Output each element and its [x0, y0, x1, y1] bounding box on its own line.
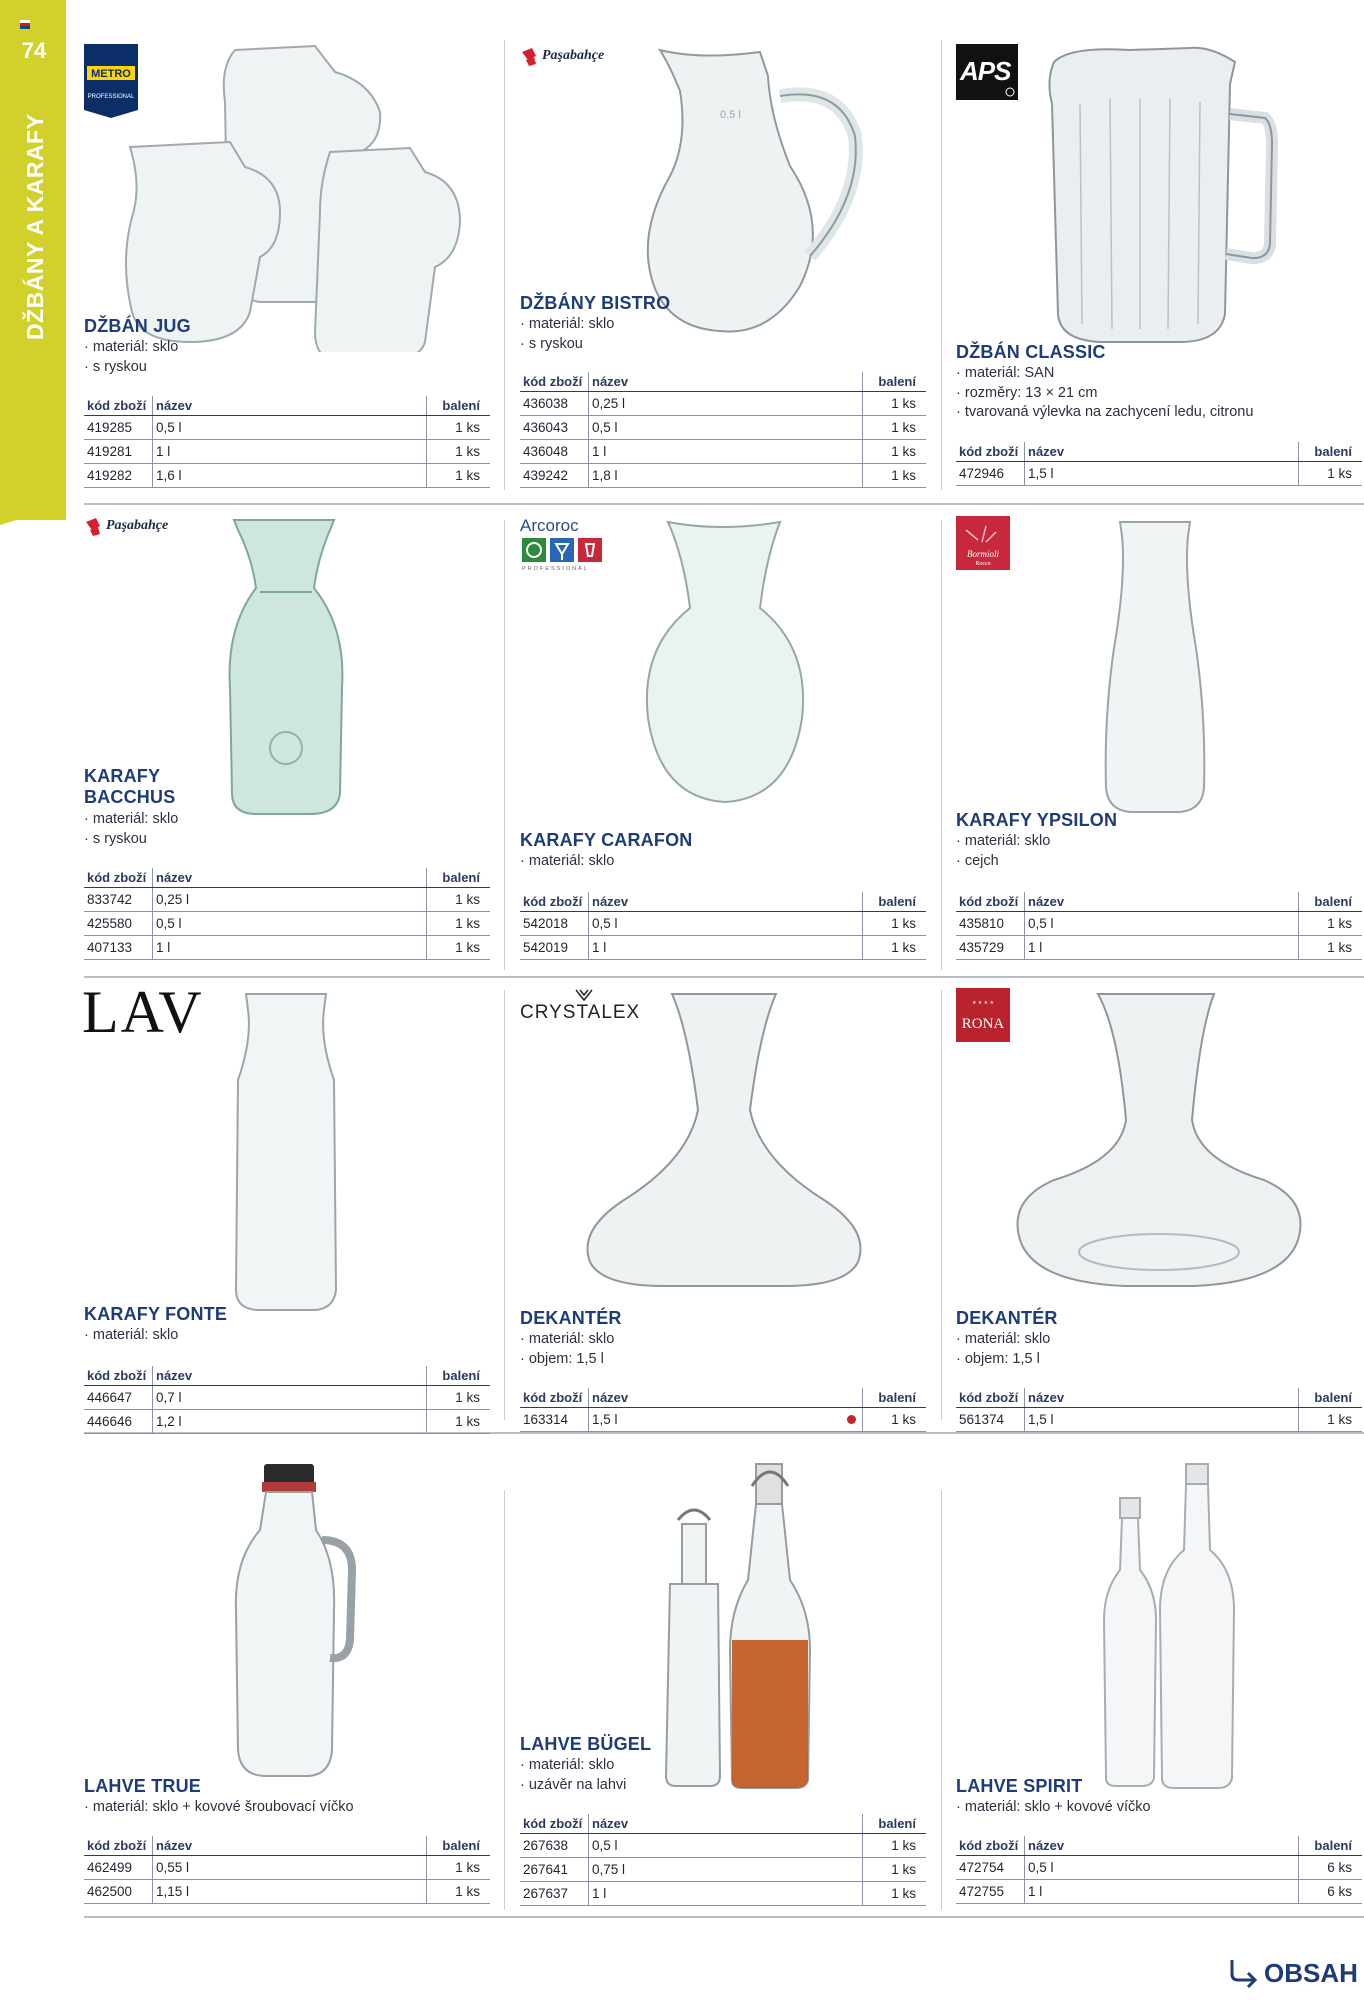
product-features — [956, 1798, 1151, 1818]
column-header-code: kód zboží — [84, 868, 153, 888]
column-divider — [504, 40, 505, 490]
feature-item: · materiál: sklo — [520, 1330, 614, 1350]
code-cell: 435729 — [956, 936, 1025, 960]
product-features — [520, 1330, 614, 1369]
brand-name: RONA — [961, 1016, 1005, 1032]
table-row — [520, 1882, 926, 1906]
column-divider — [504, 1490, 505, 1910]
pack-cell: 1 ks — [427, 1410, 491, 1434]
pack-cell: 1 ks — [863, 392, 927, 416]
svg-text:Rocco: Rocco — [975, 561, 991, 567]
table-row — [84, 888, 490, 912]
product-spec-table — [956, 1388, 1362, 1432]
volume-cell: 1 l — [589, 1882, 863, 1906]
table-row — [84, 936, 490, 960]
column-header-pack: balení — [1299, 1388, 1363, 1408]
product-title: KARAFY FONTE — [84, 1304, 228, 1324]
code-cell: 436043 — [520, 416, 589, 440]
row-divider — [84, 976, 1364, 978]
code-cell: 439242 — [520, 464, 589, 488]
bugel-bottles-image — [660, 1460, 820, 1790]
code-cell: 419285 — [84, 416, 153, 440]
svg-text:0.5 l: 0.5 l — [720, 109, 741, 121]
table-row — [956, 936, 1362, 960]
pack-cell: 6 ks — [1299, 1880, 1363, 1904]
feature-item: · materiál: SAN — [956, 364, 1253, 384]
feature-item: · materiál: sklo — [520, 315, 614, 335]
product-spec-table — [956, 442, 1362, 486]
volume-cell: 1,15 l — [153, 1880, 427, 1904]
feature-item: · objem: 1,5 l — [520, 1350, 614, 1370]
table-row — [84, 1410, 490, 1434]
column-header-pack: balení — [427, 1366, 491, 1386]
brand-name: CRYSTALEX — [520, 1002, 641, 1023]
code-cell: 542019 — [520, 936, 589, 960]
product-features — [956, 1330, 1050, 1369]
column-header-name: název — [589, 892, 863, 912]
volume-cell: 1 l — [1025, 1880, 1299, 1904]
product-title: DŽBÁN JUG — [84, 316, 191, 336]
volume-cell: 0,5 l — [1025, 1856, 1299, 1880]
code-cell: 472754 — [956, 1856, 1025, 1880]
code-cell: 407133 — [84, 936, 153, 960]
column-header-code: kód zboží — [956, 1836, 1025, 1856]
volume-cell: 1 l — [1025, 936, 1299, 960]
code-cell: 419281 — [84, 440, 153, 464]
product-title: DŽBÁN CLASSIC — [956, 342, 1106, 362]
column-header-name: název — [589, 1388, 863, 1408]
section-title: DŽBÁNY A KARAFY — [22, 113, 48, 340]
czech-flag-icon — [20, 20, 30, 29]
svg-text:PROFESSIONAL: PROFESSIONAL — [87, 94, 135, 100]
column-header-pack: balení — [1299, 442, 1363, 462]
code-cell: 267638 — [520, 1834, 589, 1858]
svg-text:★ ★ ★ ★: ★ ★ ★ ★ — [971, 1000, 995, 1006]
column-header-name: název — [589, 1814, 863, 1834]
brand-name: Paşabahçe — [542, 48, 605, 63]
row-divider — [84, 503, 1364, 505]
volume-cell — [589, 1408, 863, 1432]
volume-cell: 0,5 l — [153, 912, 427, 936]
bormioli-rocco-logo — [956, 516, 1010, 570]
product-title: KARAFY CARAFON — [520, 830, 693, 850]
volume-value: 1,5 l — [592, 1412, 618, 1427]
pack-cell: 1 ks — [427, 936, 491, 960]
table-row — [84, 1386, 490, 1410]
volume-cell: 0,25 l — [153, 888, 427, 912]
column-header-name: název — [153, 1366, 427, 1386]
feature-item: · materiál: sklo — [520, 1756, 626, 1776]
pack-cell: 1 ks — [863, 1408, 927, 1432]
product-spec-table — [84, 396, 490, 488]
column-header-name: název — [1025, 1836, 1299, 1856]
pack-cell: 1 ks — [427, 912, 491, 936]
column-header-pack: balení — [427, 868, 491, 888]
bacchus-carafe-image — [226, 518, 346, 816]
code-cell: 833742 — [84, 888, 153, 912]
column-header-code: kód zboží — [520, 1388, 589, 1408]
column-divider — [941, 990, 942, 1420]
product-features — [520, 852, 614, 872]
feature-item: · materiál: sklo — [84, 1326, 178, 1346]
feature-item: · materiál: sklo + kovové šroubovací víčko — [84, 1798, 354, 1818]
column-header-code: kód zboží — [84, 396, 153, 416]
column-header-code: kód zboží — [84, 1836, 153, 1856]
column-header-code: kód zboží — [520, 1814, 589, 1834]
feature-item: · materiál: sklo + kovové víčko — [956, 1798, 1151, 1818]
feature-item: · rozměry: 13 × 21 cm — [956, 384, 1253, 404]
pack-cell: 1 ks — [863, 464, 927, 488]
column-header-pack: balení — [863, 1814, 927, 1834]
code-cell: 267637 — [520, 1882, 589, 1906]
rona-logo — [956, 988, 1010, 1042]
code-cell: 462500 — [84, 1880, 153, 1904]
column-header-code: kód zboží — [956, 892, 1025, 912]
table-row — [520, 1408, 926, 1432]
volume-cell: 0,5 l — [1025, 912, 1299, 936]
product-features — [520, 315, 614, 354]
product-spec-table — [956, 892, 1362, 960]
feature-item: · materiál: sklo — [84, 810, 178, 830]
rona-decanter-image — [1014, 990, 1304, 1290]
column-header-pack: balení — [863, 372, 927, 392]
product-features — [84, 338, 178, 377]
bistro-jug-image — [640, 46, 880, 336]
table-row — [956, 1408, 1362, 1432]
section-tab-notch — [0, 505, 66, 525]
pack-cell: 6 ks — [1299, 1856, 1363, 1880]
volume-cell: 0,5 l — [589, 912, 863, 936]
column-divider — [504, 520, 505, 970]
product-title-line: BACCHUS — [84, 787, 176, 807]
product-features — [956, 364, 1253, 423]
volume-cell: 1,6 l — [153, 464, 427, 488]
volume-cell: 0,25 l — [589, 392, 863, 416]
spirit-bottles-image — [1094, 1460, 1244, 1790]
product-title: LAHVE TRUE — [84, 1776, 202, 1796]
column-header-code: kód zboží — [520, 372, 589, 392]
column-divider — [941, 40, 942, 490]
column-divider — [941, 1490, 942, 1910]
code-cell: 436048 — [520, 440, 589, 464]
pack-cell: 1 ks — [427, 1386, 491, 1410]
row-divider — [84, 1916, 1364, 1918]
feature-item: · s ryskou — [84, 358, 178, 378]
volume-cell: 1 l — [589, 440, 863, 464]
volume-cell: 1 l — [589, 936, 863, 960]
feature-item: · objem: 1,5 l — [956, 1350, 1050, 1370]
pack-cell: 1 ks — [427, 1880, 491, 1904]
brand-name: Paşabahçe — [106, 518, 169, 533]
new-item-dot-icon — [847, 1415, 856, 1424]
pack-cell: 1 ks — [1299, 462, 1363, 486]
feature-item: · materiál: sklo — [520, 852, 614, 872]
product-spec-table — [520, 372, 926, 488]
lav-logo: LAV — [82, 979, 204, 1045]
pack-cell: 1 ks — [427, 416, 491, 440]
code-cell: 163314 — [520, 1408, 589, 1432]
column-header-pack: balení — [427, 396, 491, 416]
code-cell: 435810 — [956, 912, 1025, 936]
column-header-pack: balení — [1299, 1836, 1363, 1856]
column-divider — [504, 990, 505, 1420]
column-header-name: název — [1025, 892, 1299, 912]
code-cell: 425580 — [84, 912, 153, 936]
code-cell: 419282 — [84, 464, 153, 488]
crystalex-decanter-image — [584, 990, 864, 1290]
table-row — [520, 416, 926, 440]
volume-cell: 1,5 l — [1025, 462, 1299, 486]
code-cell: 446647 — [84, 1386, 153, 1410]
column-header-name: název — [153, 868, 427, 888]
volume-cell: 1 l — [153, 440, 427, 464]
jug-pitchers-image — [120, 42, 470, 352]
product-title — [84, 766, 175, 808]
fonte-carafe-image — [226, 990, 346, 1312]
table-row — [520, 936, 926, 960]
pack-cell: 1 ks — [1299, 912, 1363, 936]
column-header-name: název — [153, 396, 427, 416]
table-row — [956, 462, 1362, 486]
column-header-pack: balení — [427, 1836, 491, 1856]
volume-cell: 0,5 l — [153, 416, 427, 440]
column-header-pack: balení — [863, 1388, 927, 1408]
volume-cell: 1,8 l — [589, 464, 863, 488]
product-spec-table — [520, 892, 926, 960]
product-features — [84, 810, 178, 849]
product-spec-table — [84, 1366, 490, 1434]
column-header-code: kód zboží — [520, 892, 589, 912]
feature-item: · uzávěr na lahvi — [520, 1776, 626, 1796]
classic-pitcher-image — [1040, 44, 1280, 344]
column-header-code: kód zboží — [956, 1388, 1025, 1408]
svg-text:METRO: METRO — [91, 68, 131, 80]
pasabahce-logo — [84, 516, 204, 538]
code-cell: 472946 — [956, 462, 1025, 486]
code-cell: 462499 — [84, 1856, 153, 1880]
table-row — [84, 440, 490, 464]
carafon-carafe-image — [640, 518, 810, 808]
product-spec-table — [84, 868, 490, 960]
product-title: DŽBÁNY BISTRO — [520, 293, 671, 313]
product-features — [84, 1798, 354, 1818]
table-row — [520, 440, 926, 464]
product-spec-table — [520, 1388, 926, 1432]
column-header-name: název — [589, 372, 863, 392]
product-features — [956, 832, 1050, 871]
code-cell: 472755 — [956, 1880, 1025, 1904]
arcoroc-logo — [520, 516, 606, 572]
feature-item: · tvarovaná výlevka na zachycení ledu, citronu — [956, 403, 1253, 423]
pack-cell: 1 ks — [427, 440, 491, 464]
pack-cell: 1 ks — [863, 1882, 927, 1906]
column-header-name: název — [153, 1836, 427, 1856]
product-title: DEKANTÉR — [520, 1308, 622, 1328]
column-divider — [941, 520, 942, 970]
table-row — [520, 1834, 926, 1858]
column-header-pack: balení — [863, 892, 927, 912]
volume-cell: 0,7 l — [153, 1386, 427, 1410]
product-title-line: KARAFY — [84, 766, 161, 786]
feature-item: · materiál: sklo — [84, 338, 178, 358]
pack-cell: 1 ks — [427, 464, 491, 488]
column-header-pack: balení — [1299, 892, 1363, 912]
code-cell: 446646 — [84, 1410, 153, 1434]
column-header-code: kód zboží — [84, 1366, 153, 1386]
product-spec-table — [956, 1836, 1362, 1904]
column-header-name: název — [1025, 1388, 1299, 1408]
pack-cell: 1 ks — [863, 440, 927, 464]
feature-item: · s ryskou — [84, 830, 178, 850]
table-row — [956, 1880, 1362, 1904]
table-row — [84, 1856, 490, 1880]
code-cell: 267641 — [520, 1858, 589, 1882]
table-row — [84, 912, 490, 936]
obsah-label: OBSAH — [1264, 1958, 1358, 1988]
volume-cell: 1,5 l — [1025, 1408, 1299, 1432]
product-title: LAHVE BÜGEL — [520, 1734, 652, 1754]
ypsilon-carafe-image — [1100, 518, 1210, 814]
product-title: LAHVE SPIRIT — [956, 1776, 1083, 1796]
brand-name: Arcoroc — [520, 516, 579, 535]
code-cell: 542018 — [520, 912, 589, 936]
pack-cell: 1 ks — [427, 1856, 491, 1880]
product-features — [520, 1756, 626, 1795]
table-row — [520, 464, 926, 488]
code-cell: 561374 — [956, 1408, 1025, 1432]
column-header-name: název — [1025, 442, 1299, 462]
aps-logo — [956, 44, 1018, 100]
pack-cell: 1 ks — [1299, 1408, 1363, 1432]
volume-cell: 1,2 l — [153, 1410, 427, 1434]
table-row — [84, 464, 490, 488]
brand-name: APS — [960, 56, 1011, 86]
feature-item: · materiál: sklo — [956, 1330, 1050, 1350]
volume-cell: 1 l — [153, 936, 427, 960]
volume-cell: 0,5 l — [589, 416, 863, 440]
feature-item: · materiál: sklo — [956, 832, 1050, 852]
product-title: KARAFY YPSILON — [956, 810, 1118, 830]
obsah-link[interactable] — [1226, 1956, 1356, 1992]
pack-cell: 1 ks — [863, 936, 927, 960]
pack-cell: 1 ks — [863, 1834, 927, 1858]
pack-cell: 1 ks — [863, 416, 927, 440]
column-header-code: kód zboží — [956, 442, 1025, 462]
pack-cell: 1 ks — [863, 1858, 927, 1882]
table-row — [956, 912, 1362, 936]
page-number: 74 — [21, 38, 47, 63]
product-spec-table — [520, 1814, 926, 1906]
arrow-return-icon — [1226, 1956, 1260, 1990]
product-features — [84, 1326, 178, 1346]
table-row — [956, 1856, 1362, 1880]
product-spec-table — [84, 1836, 490, 1904]
pack-cell: 1 ks — [1299, 936, 1363, 960]
product-title: DEKANTÉR — [956, 1308, 1058, 1328]
table-row — [520, 1858, 926, 1882]
pasabahce-logo — [520, 46, 640, 68]
feature-item: · s ryskou — [520, 335, 614, 355]
volume-cell: 0,55 l — [153, 1856, 427, 1880]
svg-text:PROFESSIONAL: PROFESSIONAL — [522, 566, 589, 572]
pack-cell: 1 ks — [863, 912, 927, 936]
table-row — [520, 392, 926, 416]
feature-item: · cejch — [956, 852, 1050, 872]
table-row — [84, 416, 490, 440]
table-row — [520, 912, 926, 936]
volume-cell: 0,75 l — [589, 1858, 863, 1882]
true-bottle-image — [226, 1460, 356, 1780]
volume-cell: 0,5 l — [589, 1834, 863, 1858]
table-row — [84, 1880, 490, 1904]
code-cell: 436038 — [520, 392, 589, 416]
svg-text:Bormioli: Bormioli — [966, 549, 1000, 559]
pack-cell: 1 ks — [427, 888, 491, 912]
